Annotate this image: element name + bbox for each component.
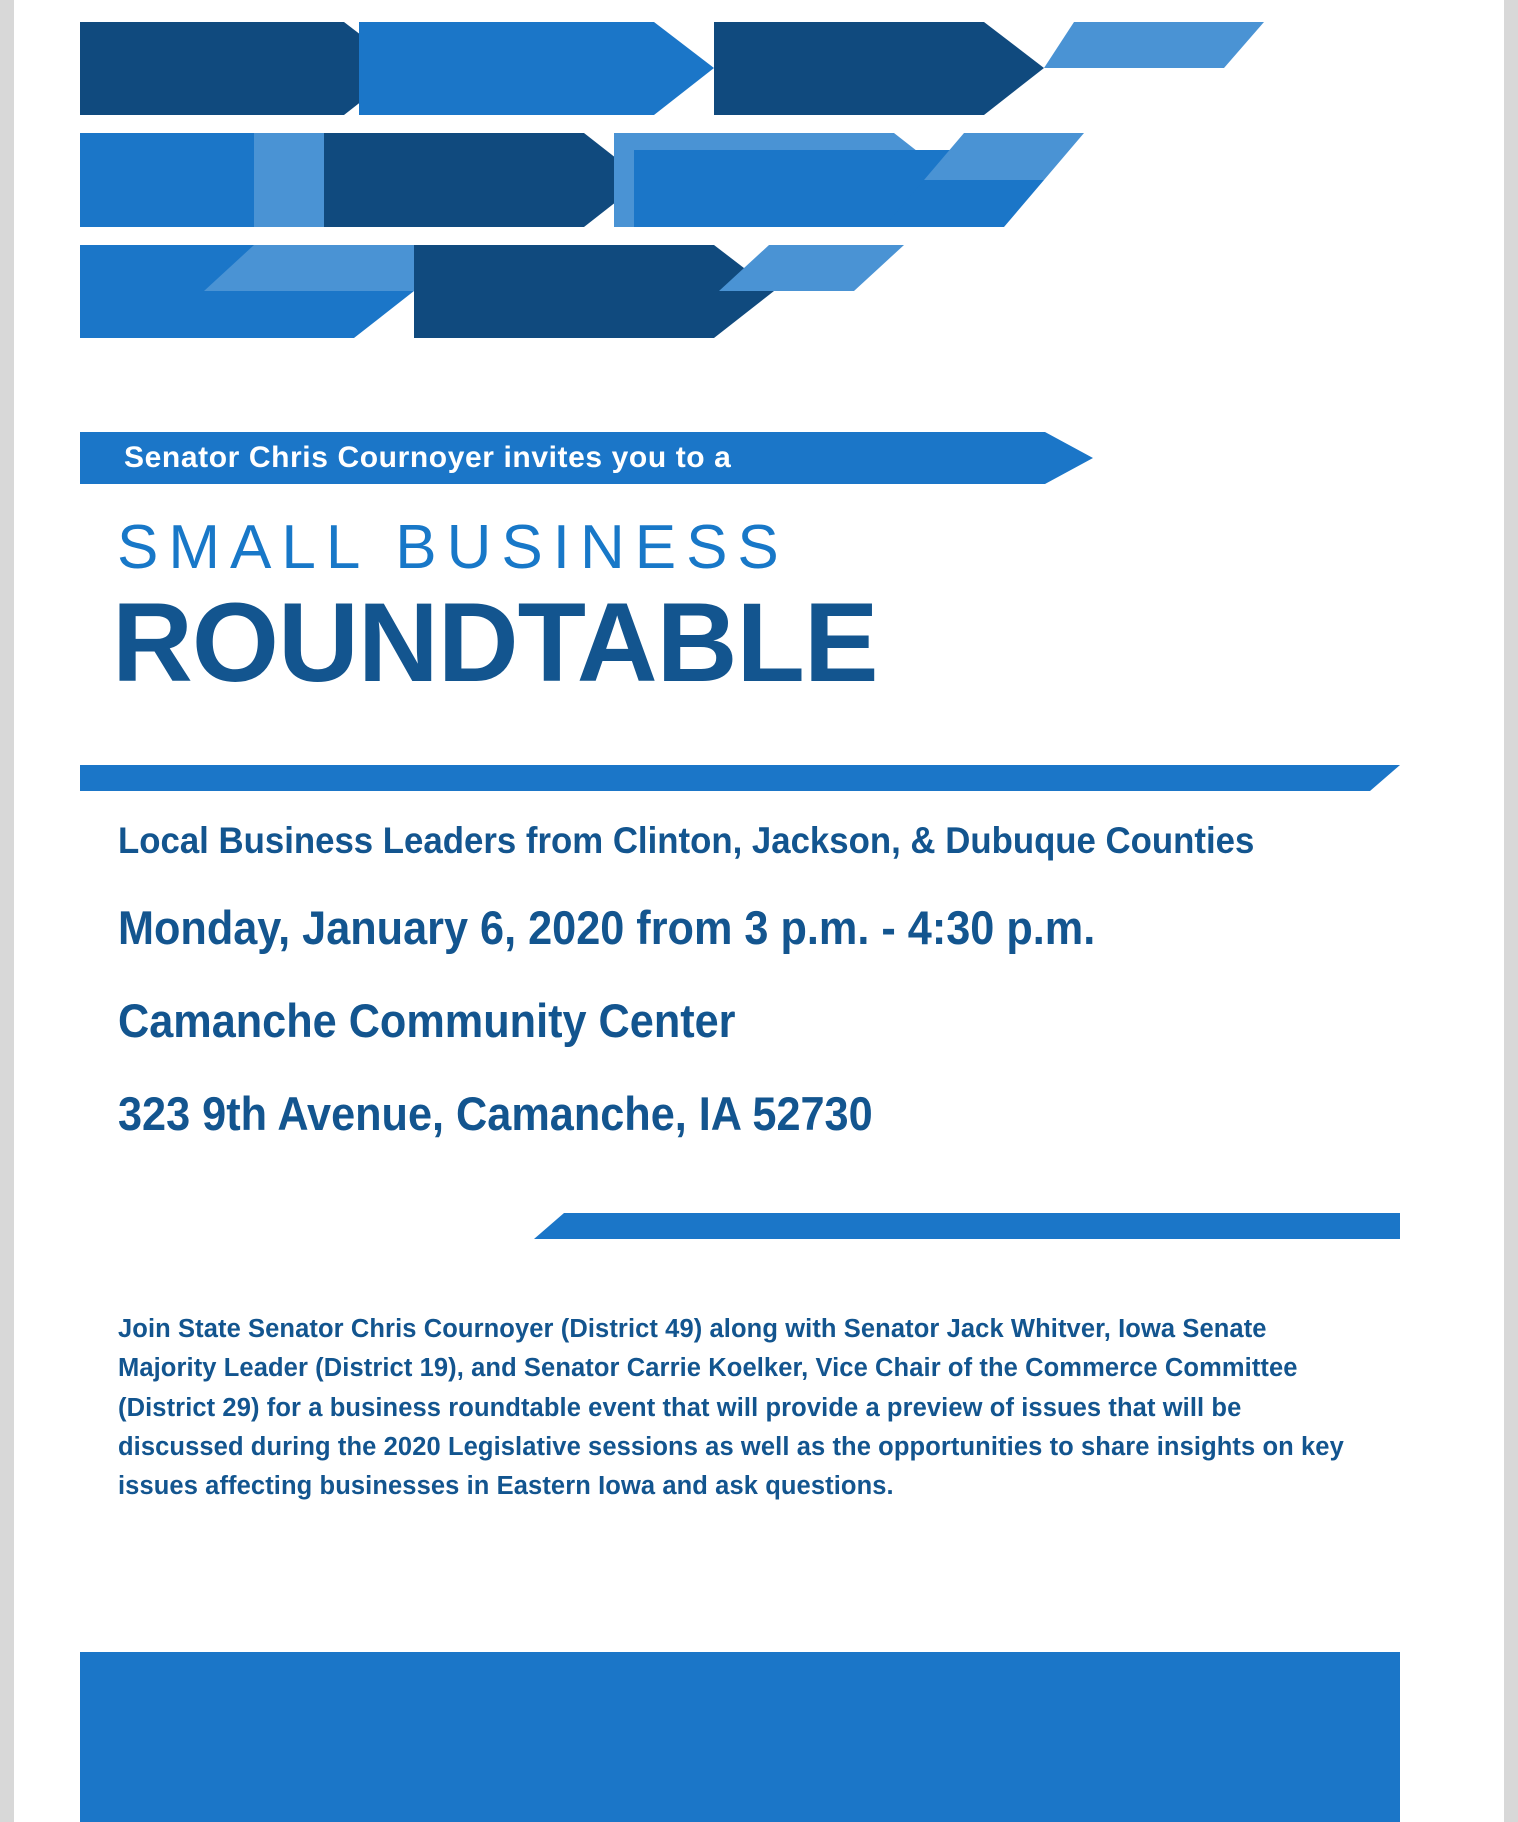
flyer-page [14, 0, 1504, 1822]
event-address: 323 9th Avenue, Camanche, IA 52730 [118, 1087, 873, 1140]
event-date-time: Monday, January 6, 2020 from 3 p.m. - 4:30 p.m. [118, 901, 1096, 954]
event-venue: Camanche Community Center [118, 994, 736, 1047]
bottom-color-bar [80, 1652, 1400, 1822]
invite-line: Senator Chris Cournoyer invites you to a [124, 441, 732, 474]
chevron-banner-graphic [14, 0, 1504, 360]
body-paragraph: Join State Senator Chris Cournoyer (District 49) along with Senator Jack Whitver, Iowa Senate Majority Leader (District 19), and Senator Carrie Koelker, Vice Chair of the Commerce Committee (District 29) for a business roundtable event that will provide a preview of issues that will be discussed during the 2020 Legislative sessions as well as the opportunities to share insights on key issues affecting businesses in Eastern Iowa and ask questions. [118, 1315, 1344, 1501]
title-roundtable: ROUNDTABLE [112, 580, 878, 705]
subtitle-audience: Local Business Leaders from Clinton, Jackson, & Dubuque Counties [118, 820, 1255, 861]
title-underline-rule [80, 765, 1400, 791]
title-small-business: SMALL BUSINESS [117, 513, 789, 582]
divider-rule [534, 1213, 1400, 1239]
